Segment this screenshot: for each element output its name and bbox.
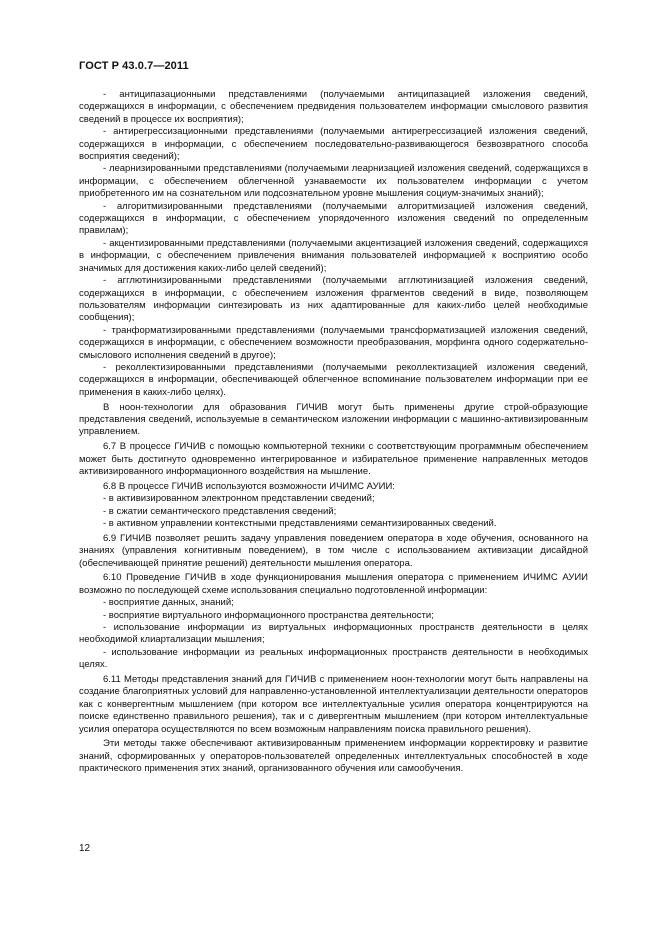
list-item-antiregression: - антирегрессизационными представлениями (получаемыми антирегрессизацией изложения сведений, содержащихся в информации, с обеспечением последовательно-развивающегося безвозвратного способа восприятия сведений); [79, 126, 588, 163]
page-number: 12 [79, 843, 91, 854]
list-item-recollectization: - реколлектизированными представлениями (получаемыми реколлектизацией изложения сведений, содержащихся в информации, обеспечивающей облегченное вспоминание пользователем информации при ее применения в каких-либо целях). [79, 361, 588, 398]
list-item-learnization: - леарнизированными представлениями (получаемыми леарнизацией изложения сведений, содержащихся в информации, с обеспечением облегченной узнаваемости их пользователем информации с учетом приобретенного им на сознательном или подсознательном уровне мышления социум-значимых знаний); [79, 163, 588, 200]
list-item: - в активном управлении контекстными представлениями семантизированных сведений. [103, 517, 497, 529]
clause-6-8: 6.8 В процессе ГИЧИВ используются возможности ИЧИМС АУИИ: [103, 480, 395, 492]
clause-6-7: 6.7 В процессе ГИЧИВ с помощью компьютерной техники с соответствующим программным обеспечением может быть достигнуто одновременно интегрированное и избирательное применение направленных методов активизированного информационного воздействия на мышление. [79, 441, 588, 477]
standard-designation: ГОСТ Р 43.0.7—2011 [79, 60, 189, 72]
list-item: - восприятие данных, знаний; [103, 597, 234, 609]
list-item-accentization: - акцентизированными представлениями (получаемыми акцентизацией изложения сведений, содержащихся в информации, с обеспечением привлечения внимания пользователей информацией к восприятию особо значимых для достижения каких-либо целей сведений); [79, 237, 588, 274]
body-text [79, 89, 588, 776]
list-item-transformatization: - транформатизированными представлениями (получаемыми трансформатизацией изложения сведений, содержащихся в информации, с обеспечением возможности преобразования, морфинга одного содержательно-смыслового исполнения сведений в другое); [79, 324, 588, 361]
clause-6-11: 6.11 Методы представления знаний для ГИЧИВ с применением ноон-технологии могут быть направлены на создание благоприятных условий для направленно-установленной интеллектуализации деятельности операторов как с конвергентным мышлением (при котором все интеллектуальные усилия оператора концентрируются на поиске единственно правильного решения), так и с дивергентным мышлением (при котором интеллектуальные усилия оператора осуществляются по всем возможным направлениям поиска правильного решения). [79, 674, 588, 735]
paragraph-methods: Эти методы также обеспечивают активизированным применением информации корректировку и развитие знаний, сформированных у операторов-пользователей определенных интеллектуальных способностей в ходе практического применения этих знаний, организованного обучения или самообучения. [79, 738, 588, 775]
list-item: - использование информации из реальных информационных пространств деятельности в необходимых целях. [79, 646, 588, 671]
paragraph-noon-technology: В ноон-технологии для образования ГИЧИВ могут быть применены другие строй-образующие представления сведений, используемые в семантическом изложении информации с машинно-активизированным управлением. [79, 401, 588, 438]
clause-6-9: 6.9 ГИЧИВ позволяет решить задачу управления поведением оператора в ходе обучения, основанного на знаниях (управления когнитивным поведением), в том числе с использованием активизации дисайдной (обеспечивающей принятие решений) деятельности мышления оператора. [79, 532, 588, 569]
list-item: - восприятие виртуального информационного пространства деятельности; [103, 609, 434, 621]
clause-6-10: 6.10 Проведение ГИЧИВ в ходе функционирования мышления оператора с применением ИЧИМС АУИИ возможно по последующей схеме использования специально подготовленной информации: [79, 572, 588, 596]
list-item-agglutinization: - агглютинизированными представлениями (получаемыми агглютинизацией изложения сведений, содержащихся в информации, с обеспечением изложения фрагментов сведений в виде, позволяющем пользователям информации синтезировать из них адаптированные для каких-либо целей необходимые сообщения); [79, 275, 588, 324]
list-item: - в активизированном электронном представлении сведений; [103, 493, 375, 505]
list-item-algorithmization: - алгоритмизированными представлениями (получаемыми алгоритмизацией изложения сведений, содержащихся в информации, с обеспечением упорядоченного изложения сведений по определенным правилам); [79, 200, 588, 237]
list-item: - использование информации из виртуальных информационных пространств деятельности в целях необходимой клиартализации мышления; [79, 622, 588, 646]
list-item-anticipation: - антиципазационными представлениями (получаемыми антиципазацией изложения сведений, содержащихся в информации, с обеспечением предвидения пользователем информации смыслового развития сведений в процессе их восприятия); [79, 89, 588, 125]
list-item: - в сжатии семантического представления сведений; [103, 505, 337, 517]
